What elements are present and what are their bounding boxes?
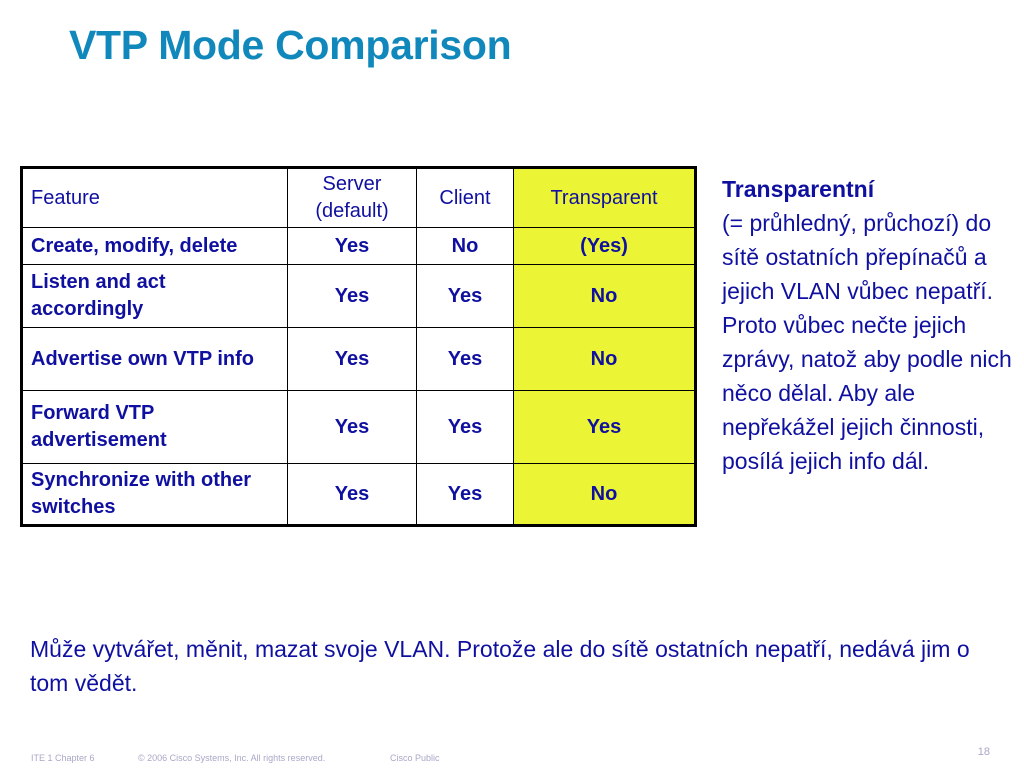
row-client: Yes [417, 464, 514, 526]
bottom-note: Může vytvářet, měnit, mazat svoje VLAN. Protože ale do sítě ostatních nepatří, nedává jim o tom vědět. [30, 636, 970, 696]
row-transparent: Yes [514, 391, 696, 464]
row-server: Yes [288, 328, 417, 391]
row-transparent: (Yes) [514, 228, 696, 265]
row-feature: Advertise own VTP info [22, 328, 288, 391]
table-header-row [22, 168, 696, 228]
row-transparent: No [514, 464, 696, 526]
transparent-body: (= průhledný, průchozí) do sítě ostatních přepínačů a jejich VLAN vůbec nepatří. Proto vůbec nečte jejich zprávy, natož aby podle nich něco dělal. Aby ale nepřekážel jejich činnosti, posílá jejich info dál. [722, 210, 1012, 474]
row-server: Yes [288, 265, 417, 328]
table-row [22, 328, 696, 391]
table-row [22, 464, 696, 526]
transparent-explanation [722, 172, 1012, 478]
row-server: Yes [288, 228, 417, 265]
row-client: Yes [417, 328, 514, 391]
footer-classification: Cisco Public [390, 753, 440, 763]
row-server: Yes [288, 464, 417, 526]
row-feature: Synchronize with other switches [22, 464, 288, 526]
footer-copyright: © 2006 Cisco Systems, Inc. All rights reserved. [138, 753, 326, 763]
page-number: 18 [977, 746, 990, 758]
footer-course: ITE 1 Chapter 6 [31, 753, 95, 763]
header-feature: Feature [22, 168, 288, 228]
transparent-heading: Transparentní [722, 176, 875, 202]
row-feature: Forward VTP advertisement [22, 391, 288, 464]
row-transparent: No [514, 265, 696, 328]
slide-title: VTP Mode Comparison [69, 22, 512, 68]
table-row [22, 265, 696, 328]
row-client: Yes [417, 391, 514, 464]
vtp-comparison-table [20, 166, 697, 527]
header-client: Client [417, 168, 514, 228]
table-row [22, 228, 696, 265]
row-feature: Listen and act accordingly [22, 265, 288, 328]
row-server: Yes [288, 391, 417, 464]
row-feature: Create, modify, delete [22, 228, 288, 265]
row-client: No [417, 228, 514, 265]
header-transparent: Transparent [514, 168, 696, 228]
row-client: Yes [417, 265, 514, 328]
header-server: Server (default) [288, 168, 417, 228]
table-row [22, 391, 696, 464]
row-transparent: No [514, 328, 696, 391]
